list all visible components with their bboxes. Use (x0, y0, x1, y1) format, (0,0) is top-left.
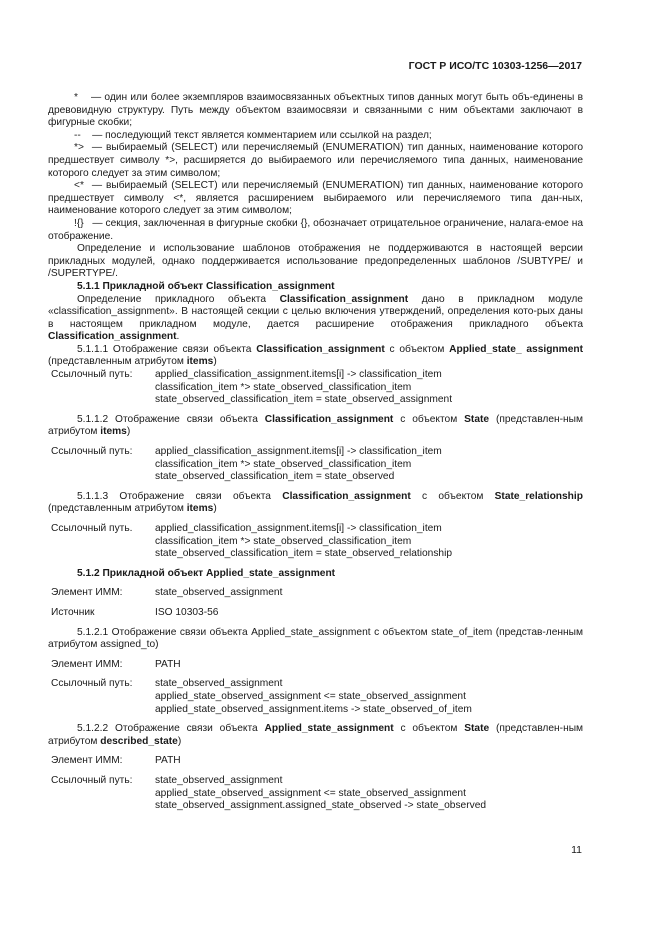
path-line: applied_state_observed_assignment.items -> state_observed_of_item (155, 703, 472, 715)
imm-element-value: PATH (155, 755, 181, 767)
source-label: Источник (51, 606, 95, 618)
path-line: state_observed_assignment (155, 678, 283, 690)
path-line: applied_classification_assignment.items[i] -> classification_item (155, 446, 442, 458)
path-line: classification_item *> state_observed_classification_item (155, 535, 412, 547)
subsection-heading: 5.1.2.1 Отображение связи объекта Applied_state_assignment с объектом state_of_item (представ-ленным атрибутом assigned_to) (48, 626, 583, 651)
legend-item (48, 180, 583, 218)
imm-element-value: state_observed_assignment (155, 587, 283, 599)
legend-symbol: *> (74, 142, 84, 154)
source-row (48, 607, 583, 620)
legend-text: — один или более экземпляров взаимосвязанных объектных типов данных могут быть объ-единены в древовидную структуру. Путь между объектом взаимосвязи и связанными с ним объектами заключают в фигурные скобки; (48, 92, 583, 129)
legend-symbol: * (74, 92, 78, 103)
source-value: ISO 10303-56 (155, 606, 219, 618)
path-line: state_observed_classification_item = state_observed (155, 471, 395, 483)
document-header: ГОСТ Р ИСО/ТС 10303-1256—2017 (408, 60, 582, 72)
path-line: state_observed_assignment.assigned_state_observed -> state_observed (155, 800, 487, 812)
path-line: applied_classification_assignment.items[i] -> classification_item (155, 369, 442, 381)
imm-element-label: Элемент ИММ: (51, 658, 123, 670)
path-line: applied_classification_assignment.items[i] -> classification_item (155, 523, 442, 534)
legend-symbol: <* (74, 180, 84, 192)
subsection-heading: 5.1.1.1 Отображение связи объекта Classification_assignment с объектом Applied_state_ assignment (представленным атрибутом items) (48, 343, 583, 368)
legend-text: — секция, заключенная в фигурные скобки {}, обозначает отрицательное ограничение, налага-емое на отображение. (48, 217, 583, 242)
path-line: state_observed_classification_item = state_observed_assignment (155, 394, 453, 406)
legend-symbol: -- (74, 129, 81, 141)
reference-path-block (48, 678, 583, 716)
legend-item (48, 218, 583, 243)
reference-path-block (48, 775, 583, 813)
reference-path-label: Ссылочный путь: (51, 774, 133, 786)
reference-path-label: Ссылочный путь. (51, 523, 133, 534)
legend-symbol: !{} (74, 217, 84, 229)
imm-element-row (48, 659, 583, 672)
reference-path-block (48, 523, 583, 561)
reference-path-block (48, 369, 583, 407)
path-line: applied_state_observed_assignment <= state_observed_assignment (155, 787, 466, 799)
legend-item (48, 142, 583, 180)
reference-path-label: Ссылочный путь: (51, 446, 133, 458)
section-heading: 5.1.2 Прикладной объект Applied_state_assignment (77, 567, 336, 579)
subsection-heading: 5.1.1.3 Отображение связи объекта Classification_assignment с объектом State_relationship (представленным атрибутом items) (48, 490, 583, 515)
section-paragraph: Определение прикладного объекта Classification_assignment дано в прикладном модуле «classification_assignment». В настоящей секции с целью включения утверждений, определения кото-рых даны в настоящем прикладном модуле, дается расширение отображения прикладного объекта Classification_assignment. (48, 293, 583, 343)
legend-text: — выбираемый (SELECT) или перечисляемый (ENUMERATION) тип данных, наименование которого предшествует символу *>, расширяется до выбираемого или перечисляемого типа данных, наименование которого следует за этим символом; (48, 142, 583, 179)
path-line: state_observed_classification_item = state_observed_relationship (155, 548, 453, 560)
reference-path-label: Ссылочный путь: (51, 369, 133, 381)
templates-paragraph: Определение и использование шаблонов отображения не поддерживаются в настоящей версии прикладных модулей, однако поддерживается использование предопределенных шаблонов /SUBTYPE/ и /SUPERTYPE/. (48, 243, 583, 280)
imm-element-label: Элемент ИММ: (51, 755, 123, 767)
path-line: applied_state_observed_assignment <= state_observed_assignment (155, 690, 466, 702)
imm-element-row (48, 755, 583, 768)
subsection-heading: 5.1.2.2 Отображение связи объекта Applied_state_assignment с объектом State (представлен-ным атрибутом described_state) (48, 723, 584, 747)
page-content (48, 92, 583, 813)
section-heading: 5.1.1 Прикладной объект Classification_assignment (77, 280, 335, 292)
reference-path-block (48, 446, 583, 484)
legend-item (48, 130, 583, 143)
legend-text: — последующий текст является комментарием или ссылкой на раздел; (92, 129, 432, 141)
path-line: classification_item *> state_observed_classification_item (155, 381, 412, 393)
imm-element-label: Элемент ИММ: (51, 587, 123, 599)
imm-element-row (48, 587, 583, 600)
subsection-heading: 5.1.1.2 Отображение связи объекта Classification_assignment с объектом State (представлен-ным атрибутом items) (48, 413, 583, 438)
legend-item (48, 92, 583, 130)
path-line: classification_item *> state_observed_classification_item (155, 458, 412, 470)
imm-element-value: PATH (155, 658, 181, 670)
page-number: 11 (571, 844, 582, 856)
path-line: state_observed_assignment (155, 774, 283, 786)
reference-path-label: Ссылочный путь: (51, 678, 133, 690)
legend-text: — выбираемый (SELECT) или перечисляемый (ENUMERATION) тип данных, наименование которого предшествует символу <*, является расширением выбираемого или перечисляемого типа дан-ных, наименование которого следует за этим символом; (48, 180, 583, 217)
